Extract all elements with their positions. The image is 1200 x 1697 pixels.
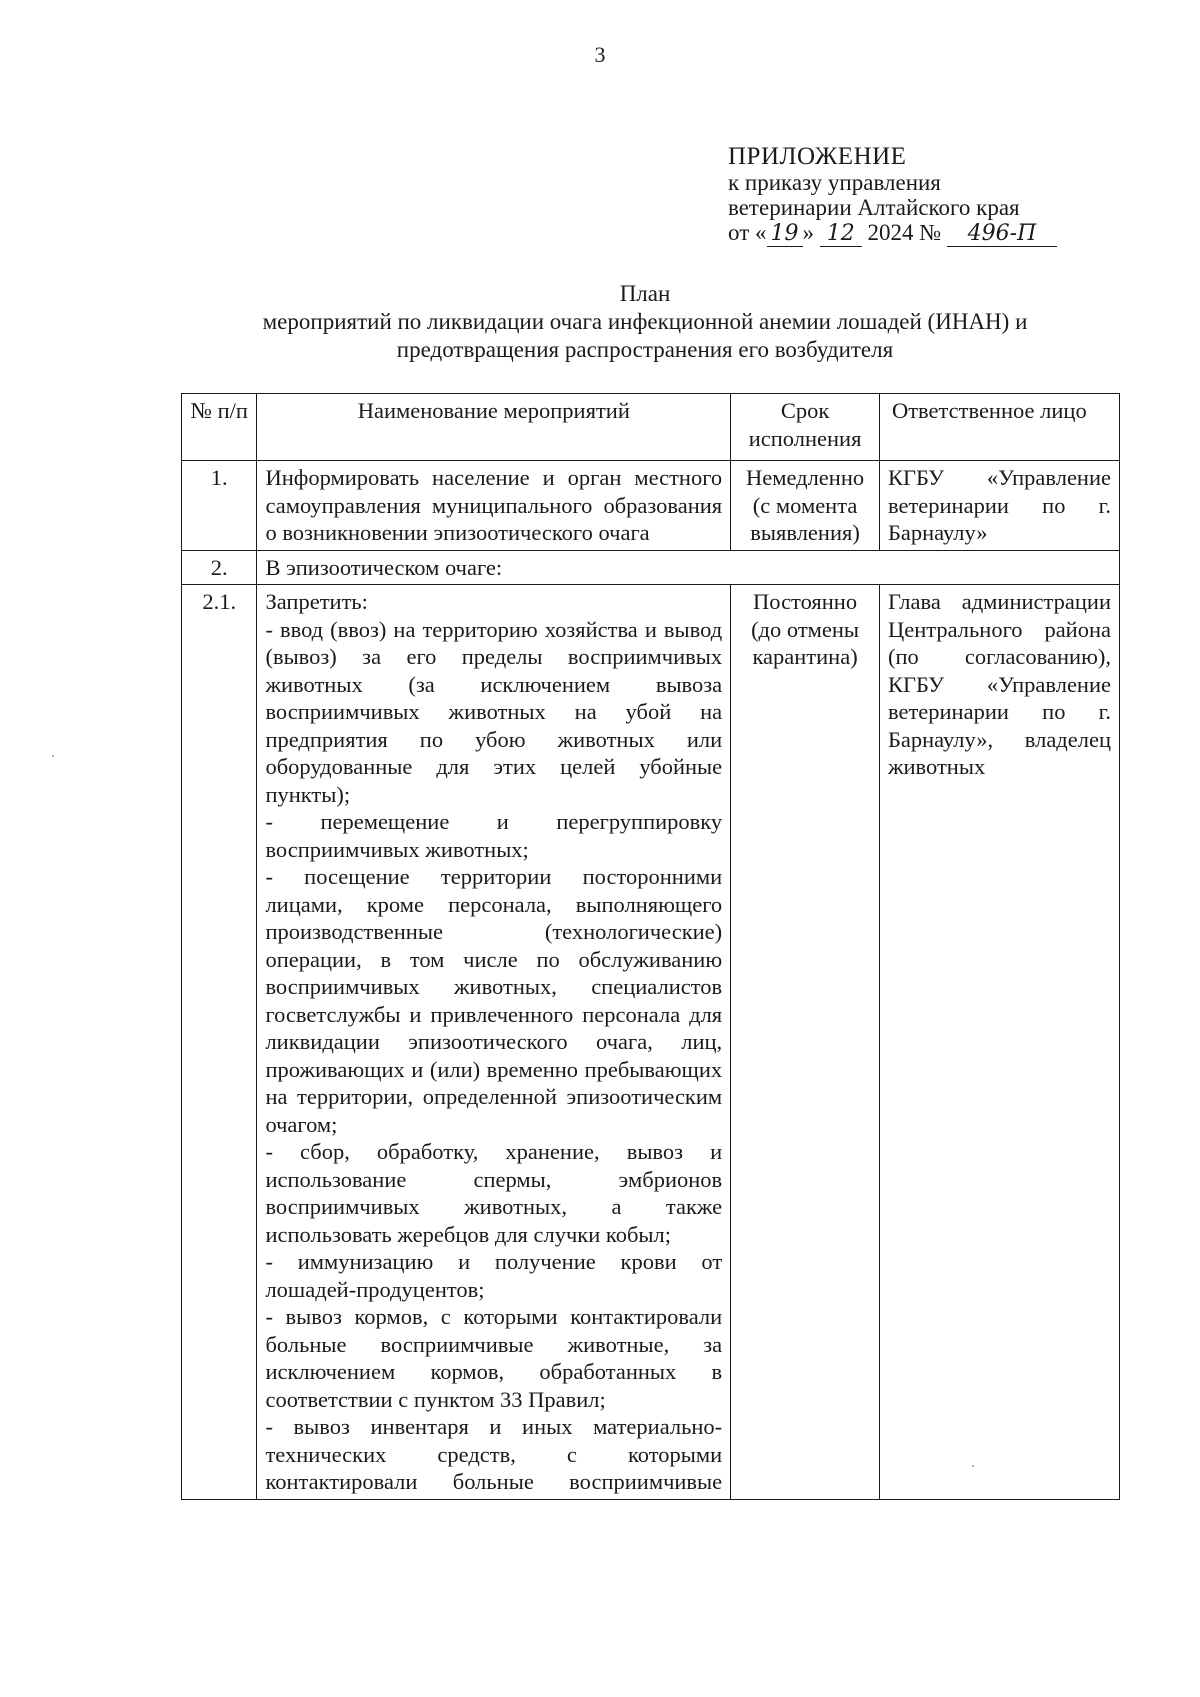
appendix-heading: ПРИЛОЖЕНИЕ [728,143,907,170]
appendix-line-1: к приказу управления [728,170,941,195]
row-name: В эпизоотическом очаге: [257,550,1120,585]
appendix-line-2: ветеринарии Алтайского края [728,195,1020,220]
header-responsible: Ответственное лицо [879,394,1119,461]
page-number: 3 [594,42,606,67]
row-term: Немедленно (с момента выявления) [731,461,880,551]
scan-speck [52,755,54,757]
appendix-date-line [728,220,1148,247]
prohibition-item: - перемещение и перегруппировку восприимчивых животных; [265,809,723,862]
plan-title-line-3: предотвращения распространения его возбудителя [396,337,894,362]
prohibition-item: - вывоз кормов, с которыми контактировали больные восприимчивые животные, за исключением кормов, обработанных в соответствии с пунктом 33 Правил; [265,1304,723,1412]
row-num: 2.1. [182,585,257,1500]
row-name [257,585,731,1500]
row-responsible: КГБУ «Управление ветеринарии по г. Барнаулу» [879,461,1119,551]
table-row [182,461,1120,551]
table-row [182,550,1120,585]
measures-table [181,393,1120,1500]
prohibition-item: - посещение территории посторонними лицами, кроме персонала, выполняющего производственные (технологические) операции, в том числе по обслуживанию восприимчивых животных, специалистов госветслужбы и привлеченного персонала для ликвидации эпизоотического очага, лиц, проживающих и (или) временно пребывающих на территории, определенной эпизоотическим очагом; [265,864,723,1137]
table-row [182,585,1120,1500]
prohibition-item: - ввод (ввоз) на территорию хозяйства и вывод (вывоз) за его пределы восприимчивых животных (за исключением вывоза восприимчивых животных на убой на предприятия по убою животных или оборудованные для этих целей убойные пункты); [265,616,723,807]
prohibition-item: - иммунизацию и получение крови от лошадей-продуцентов; [265,1249,723,1302]
header-num: № п/п [182,394,257,461]
date-year: 2024 № [867,220,942,245]
handwritten-day: 19 [767,222,803,247]
row-num: 2. [182,550,257,585]
plan-title-line-1: План [619,281,671,306]
prohibition-intro: Запретить: [265,589,368,614]
table-header-row [182,394,1120,461]
row-term: Постоянно (до отмены карантина) [731,585,880,1500]
appendix-block [728,144,1148,247]
row-responsible: Глава администрации Центрального района (по согласованию), КГБУ «Управление ветеринарии по г. Барнаулу», владелец животных [879,585,1119,1500]
scan-speck [972,1465,974,1467]
handwritten-order-number: 496-П [947,222,1057,247]
date-prefix: от « [728,220,767,245]
plan-title-line-2: мероприятий по ликвидации очага инфекционной анемии лошадей (ИНАН) и [262,309,1028,334]
header-term: Срок исполнения [731,394,880,461]
handwritten-month: 12 [820,222,862,247]
prohibition-item: - вывоз инвентаря и иных материально-технических средств, с которыми контактировали больные восприимчивые [265,1414,723,1494]
header-name: Наименование мероприятий [257,394,731,461]
date-mid: » [802,220,814,245]
row-num: 1. [182,461,257,551]
row-name: Информировать население и орган местного самоуправления муниципального образования о возникновении эпизоотического очага [257,461,731,551]
prohibition-item: - сбор, обработку, хранение, вывоз и использование спермы, эмбрионов восприимчивых животных, а также использовать жеребцов для случки кобыл; [265,1139,723,1247]
plan-title [150,280,1140,364]
